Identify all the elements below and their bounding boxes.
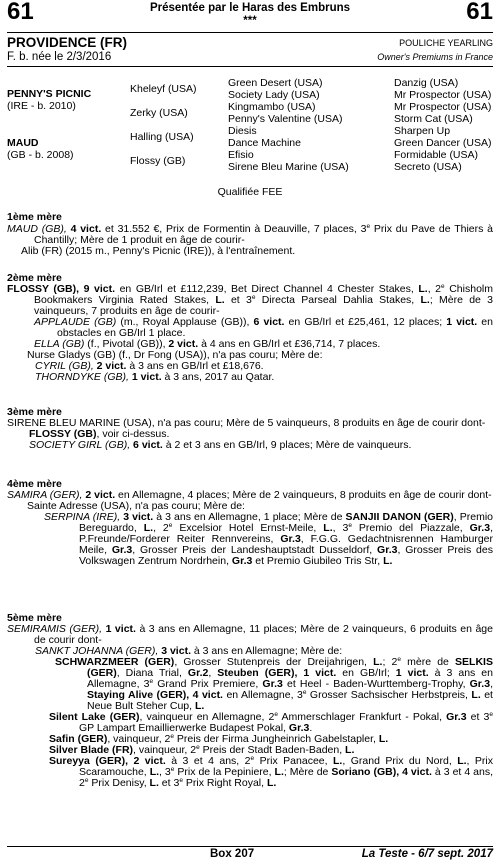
dam-name: MAUD: [7, 137, 39, 149]
section-3-body: SIRENE BLEU MARINE (USA), n'a pas couru; Mère de 5 vainqueurs, 8 produits en âge de courir dont- FLOSSY (GB), voir ci-dessus. SOCIETY GIRL (GB), 6 vict. à 2 et 3 ans en GB/Irl, 9 places; Mère de vainqueurs.: [7, 417, 486, 451]
section-4-heading: 4ème mère: [7, 478, 62, 490]
gen3-1: Green Desert (USA): [228, 77, 323, 89]
header-rule: [7, 32, 493, 33]
dam-info: (GB - b. 2008): [7, 149, 74, 161]
sire-name: PENNY'S PICNIC: [7, 88, 92, 100]
pedigree-rule: [7, 66, 493, 67]
gen3-3: Kingmambo (USA): [228, 101, 316, 113]
gen4-7: Formidable (USA): [394, 149, 479, 161]
stars: ***: [243, 15, 257, 27]
section-1-body: MAUD (GB), 4 vict. et 31.552 €, Prix de Formentin à Deauville, 7 places, 3e Prix du Pave de Thiers à Chantilly; Mère de 1 produit en âge de courir- Alib (FR) (2015 m., Penny's Picnic (IRE)), à l'entraînement.: [7, 223, 493, 257]
section-2-heading: 2ème mère: [7, 272, 62, 284]
horse-description: F. b. née le 2/3/2016: [7, 51, 112, 63]
gen4-3: Mr Prospector (USA): [394, 101, 492, 113]
gen4-8: Secreto (USA): [394, 161, 462, 173]
gen3-6: Dance Machine: [228, 137, 301, 149]
gen4-6: Green Dancer (USA): [394, 137, 492, 149]
gen3-2: Society Lady (USA): [228, 89, 320, 101]
grandsire-2: Halling (USA): [130, 131, 194, 143]
section-5-body: SEMIRAMIS (GER), 1 vict. à 3 ans en Allemagne, 11 places; Mère de 2 vainqueurs, 6 produits en âge de courir dont- SANKT JOHANNA (GER), 3 vict. à 3 ans en Allemagne; Mère de: SCHWARZMEER (GER), Grosser Stutenpreis der Dreijahrigen, L.; 2e mère de SELKIS (GER), Diana Trial, Gr.2, Steuben (GER), 1 vict. en GB/Irl; 1 vict. à 3 ans en Allemagne, 3e Grand Prix Premiere, Gr.3 et Heel - Baden-Wurttemberg-Trophy, Gr.3, Staying Alive (GER), 4 vict. en Allemagne, 3e Grosser Sachsischer Herbstpreis, L. et Neue Bult Steher Cup, L. Silent Lake (GER), vainqueur en Allemagne, 2e Ammerschlager Frankfurt - Pokal, Gr.3 et 3e GP Lampart Emaillierwerke Budapest Pokal, Gr.3. Safin (GER), vainqueur, 2e Preis der Firma Jungheinrich Gabelstapler, L. Silver Blade (FR), vainqueur, 2e Preis der Stadt Baden-Baden, L. Sureyya (GER), 2 vict. à 3 et 4 ans, 2e Prix Panacee, L., Grand Prix du Nord, L., Prix Scaramouche, L., 3e Prix de la Pepiniere, L.; Mère de Soriano (GB), 4 vict. à 3 et 4 ans, 2e Prix Denisy, L. et 3e Prix Right Royal, L.: [7, 623, 494, 789]
lot-number-left: 61: [7, 0, 34, 25]
grandsire-1: Kheleyf (USA): [130, 83, 197, 95]
gen3-7: Efisio: [228, 149, 254, 161]
granddam-2: Flossy (GB): [130, 155, 186, 167]
section-4-body: SAMIRA (GER), 2 vict. en Allemagne, 4 places; Mère de 2 vainqueurs, 8 produits en âge de courir dont- Sainte Adresse (USA), n'a pas couru; Mère de: SERPINA (IRE), 3 vict. à 3 ans en Allemagne, 1 place; Mère de SANJII DANON (GER), Premio Bereguardo, L., 2e Excelsior Hotel Ernst-Meile, L., 3e Premio del Piazzale, Gr.3, P.Freunde/Forderer Reiter Rennvereins, Gr.3, F.G.G. Gedachtnisrennen Hamburger Meile, Gr.3, Grosser Preis der Landeshauptstadt Dusseldorf, Gr.3, Grosser Preis des Volkswagen Zentrum Nordrhein, Gr.3 et Premio Giubileo Tris Str, L.: [7, 489, 493, 567]
gen4-4: Storm Cat (USA): [394, 113, 473, 125]
section-1-heading: 1ème mère: [7, 211, 62, 223]
qualification: Qualifiée FEE: [217, 186, 283, 198]
section-5-heading: 5ème mère: [7, 612, 62, 624]
sire-info: (IRE - b. 2010): [7, 100, 76, 112]
gen3-4: Penny's Valentine (USA): [228, 113, 343, 125]
gen3-8: Sirene Bleu Marine (USA): [228, 161, 349, 173]
presenter: Présentée par le Haras des Embruns: [149, 2, 351, 14]
gen3-5: Diesis: [228, 125, 257, 137]
horse-category: POULICHE YEARLING: [399, 38, 493, 48]
granddam-1: Zerky (USA): [130, 107, 188, 119]
footer-rule: [7, 846, 493, 847]
box-number: Box 207: [210, 848, 255, 860]
sale-venue-date: La Teste - 6/7 sept. 2017: [361, 848, 493, 860]
gen4-1: Danzig (USA): [394, 77, 459, 89]
gen4-5: Sharpen Up: [394, 125, 451, 137]
horse-name: PROVIDENCE (FR): [7, 35, 128, 50]
sale-type: Owner's Premiums in France: [377, 52, 493, 62]
lot-number-right: 61: [466, 0, 493, 25]
gen4-2: Mr Prospector (USA): [394, 89, 492, 101]
section-2-body: FLOSSY (GB), 9 vict. en GB/Irl et £112,239, Bet Direct Channel 4 Chester Stakes, L., 2e Chisholm Bookmakers Virginia Rated Stakes, L. et 3e Directa Parseal Dahlia Stakes, L.; Mère de 3 vainqueurs, 7 produits en âge de courir- APPLAUDE (GB) (m., Royal Applause (GB)), 6 vict. en GB/Irl et £25,461, 12 places; 1 vict. en obstacles en GB/Irl 1 place. ELLA (GB) (f., Pivotal (GB)), 2 vict. à 4 ans en GB/Irl et £36,714, 7 places. Nurse Gladys (GB) (f., Dr Fong (USA)), n'a pas couru; Mère de: CYRIL (GB), 2 vict. à 3 ans en GB/Irl et £18,676. THORNDYKE (GB), 1 vict. à 3 ans, 2017 au Qatar.: [7, 283, 494, 383]
section-3-heading: 3ème mère: [7, 406, 62, 418]
